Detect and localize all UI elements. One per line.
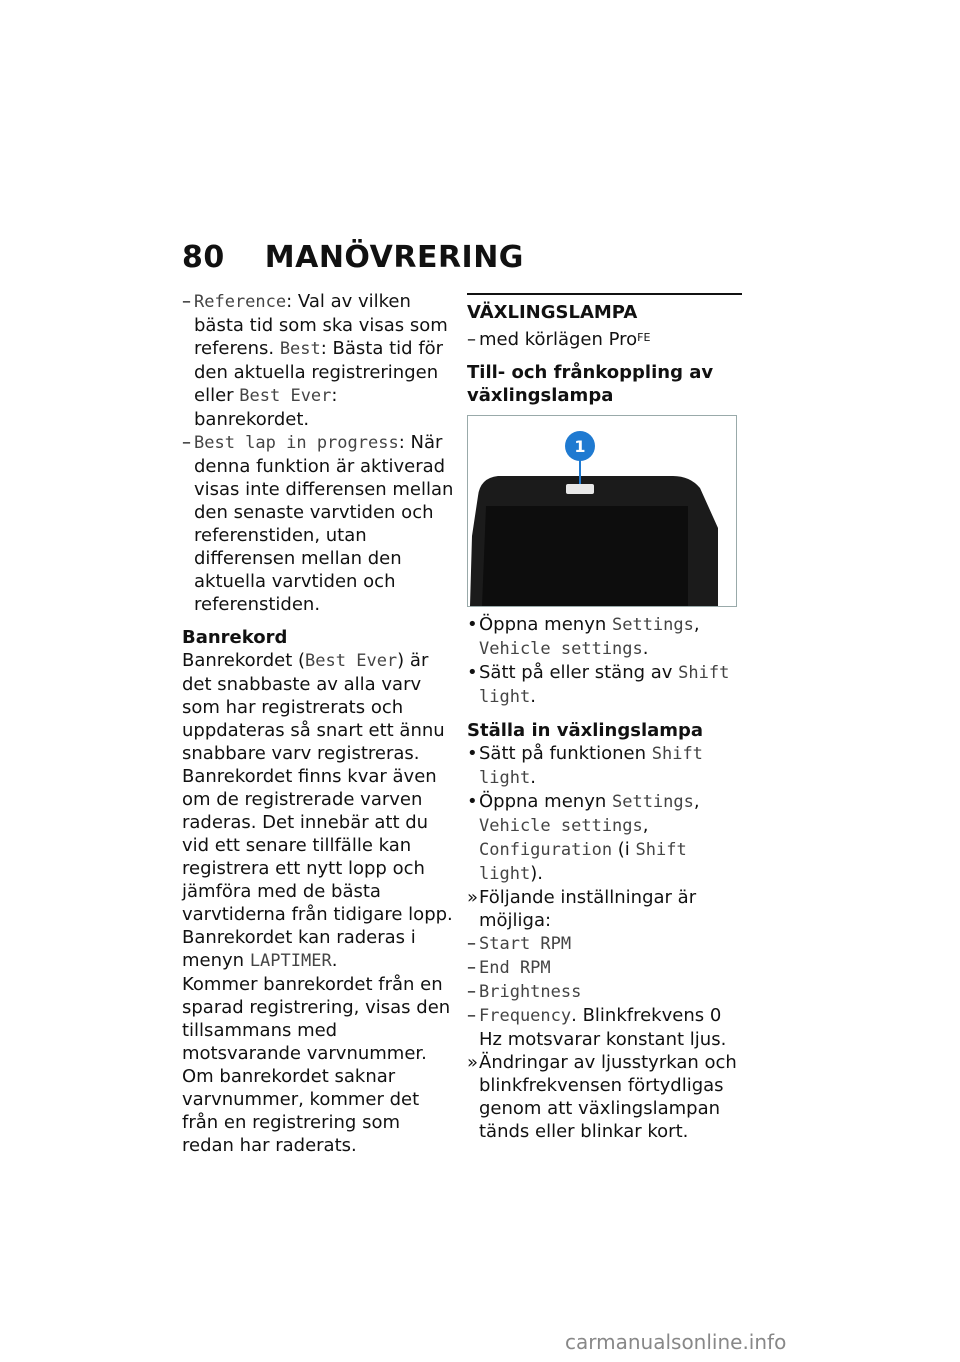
option-item: – Frequency. Blinkfrekvens 0 Hz motsvarar konstant ljus. xyxy=(467,1005,727,1050)
bullet-item: • Öppna menyn Settings, Vehicle settings. xyxy=(467,614,700,659)
callout-label: 1 xyxy=(574,437,586,456)
paragraph: Kommer banrekordet från en sparad registrering, visas den tillsammans med motsvarande varvnummer. Om banrekordet saknar varvnummer, kommer det från en registrering som redan har raderats. xyxy=(182,974,451,1156)
page-number: 80 xyxy=(182,240,225,275)
paragraph: Banrekordet kan raderas i menyn LAPTIMER. xyxy=(182,927,416,971)
list-item-best-lap: – Best lap in progress: När denna funktion är aktiverad visas inte differensen mellan den senaste varvtiden och referenstiden, utan differensen mellan den aktuella varvtiden och referenstiden. xyxy=(182,432,454,615)
shift-light-indicator xyxy=(566,484,594,494)
shift-light-figure xyxy=(467,415,737,607)
bullet-item: • Sätt på funktionen Shift light. xyxy=(467,743,703,788)
paragraph: Banrekordet finns kvar även om de registrerade varven raderas. Det innebär att du vid ett senare tillfälle kan registrera ett nytt lopp och jämföra med de bästa varvtiderna från tidigare lopp. xyxy=(182,766,453,925)
left-column xyxy=(182,290,454,1157)
section-title: VÄXLINGSLAMPA xyxy=(467,293,742,324)
paragraph: Banrekordet (Best Ever) är det snabbaste av alla varv som har registrerats och uppdateras så snart ett ännu snabbare varv registreras. xyxy=(182,650,445,764)
bullet-item: • Sätt på eller stäng av Shift light. xyxy=(467,662,730,707)
mode-note: – med körlägen Pro$^{FE}$ xyxy=(467,329,651,350)
heading-toggle: Till- och frånkoppling av växlingslampa xyxy=(467,362,714,406)
option-item: – End RPM xyxy=(467,957,551,978)
banrekord-heading: Banrekord xyxy=(182,627,288,648)
page-title: MANÖVRERING xyxy=(264,240,524,275)
page-header xyxy=(182,240,524,275)
option-item: – Brightness xyxy=(467,981,582,1002)
heading-settings: Ställa in växlingslampa xyxy=(467,720,704,741)
bullet-item: • Öppna menyn Settings, Vehicle settings, Configuration (i Shift light). xyxy=(467,791,700,884)
right-column xyxy=(467,290,742,1143)
list-item-reference: – Reference: Val av vilken bästa tid som ska visas som referens. Best: Bästa tid för den aktuella registreringen eller Best Ever: banrekordet. xyxy=(182,291,448,430)
result-item: » Följande inställningar är möjliga: xyxy=(467,887,697,931)
watermark: carmanualsonline.info xyxy=(565,1330,787,1354)
result-item: » Ändringar av ljusstyrkan och blinkfrekvensen förtydligas genom att växlingslampan tänds eller blinkar kort. xyxy=(467,1052,737,1142)
dashboard-illustration xyxy=(468,416,736,606)
option-item: – Start RPM xyxy=(467,933,572,954)
